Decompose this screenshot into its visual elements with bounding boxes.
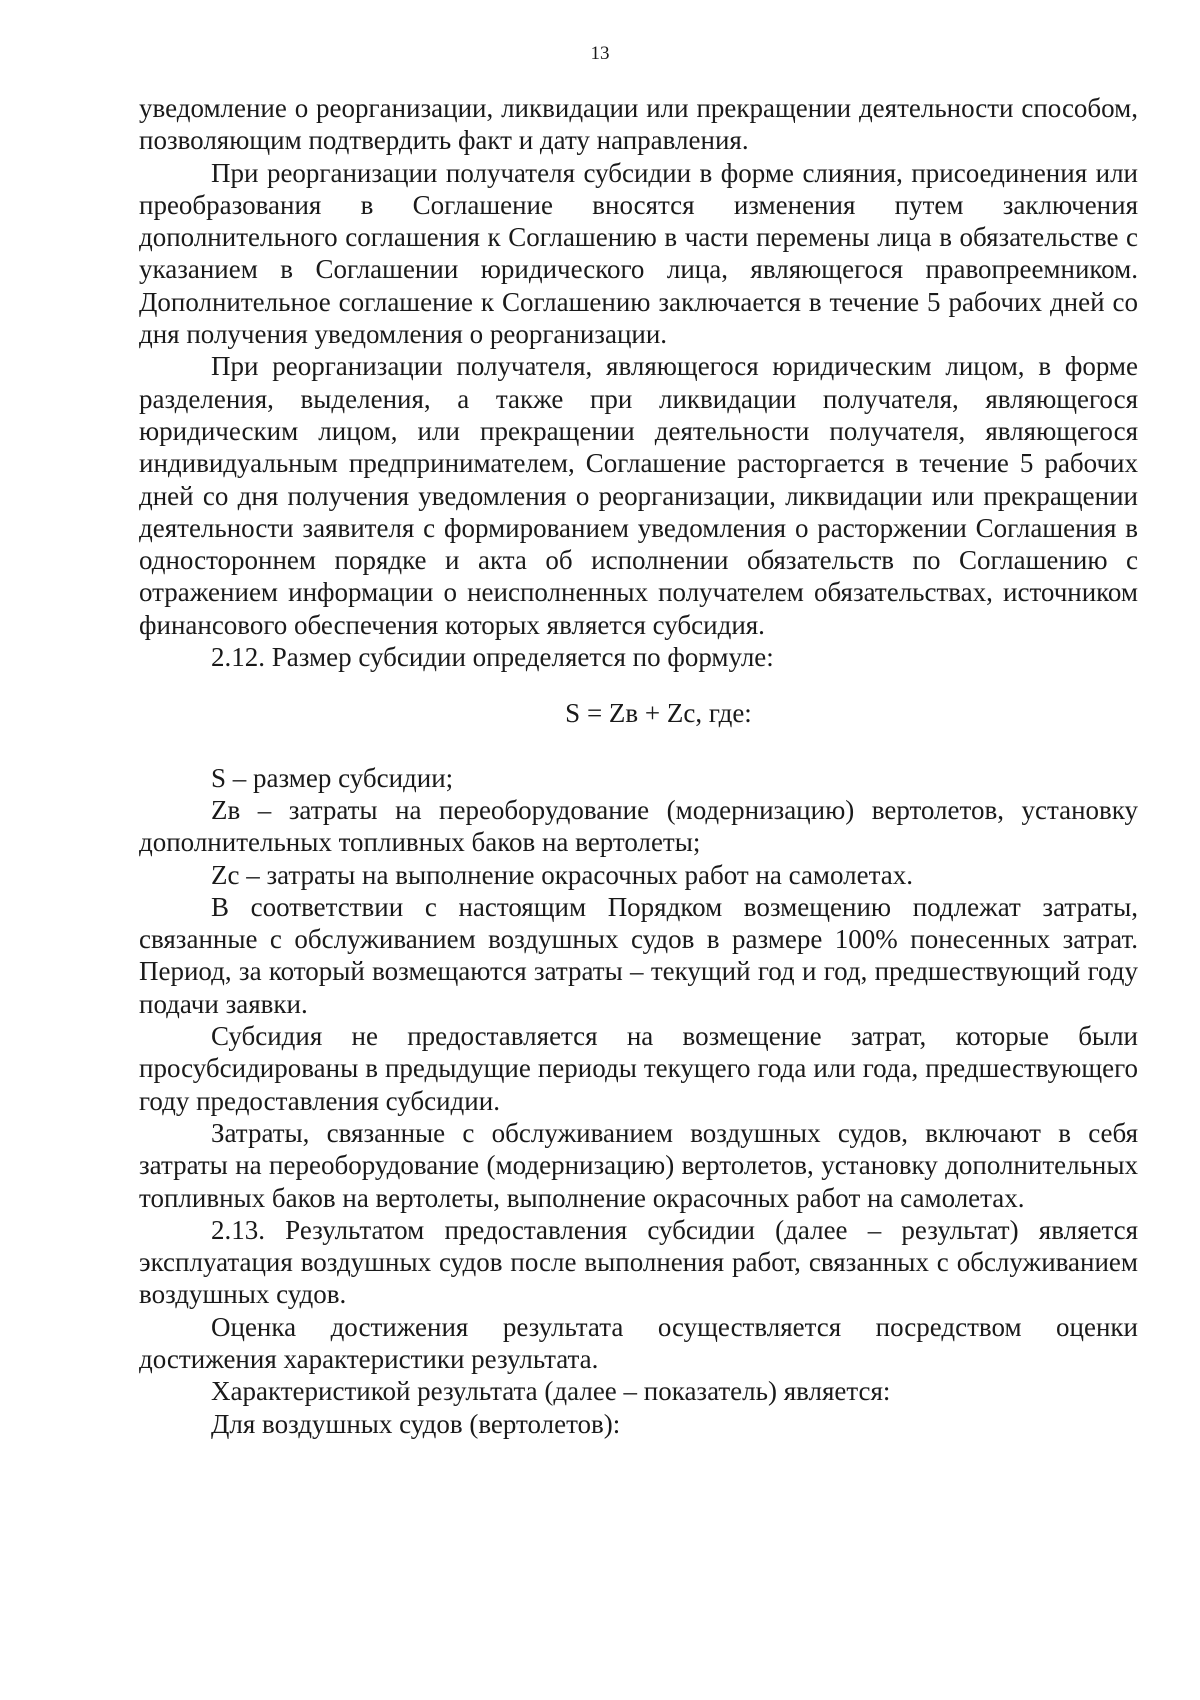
formula-definition-zv: Zв – затраты на переоборудование (модернизацию) вертолетов, установку дополнительных топливных баков на вертолеты;	[139, 794, 1138, 858]
paragraph-reorganization-merger: При реорганизации получателя субсидии в форме слияния, присоединения или преобразования в Соглашение вносятся изменения путем заключения дополнительного соглашения к Соглашению в части перемены лица в обязательстве с указанием в Соглашении юридического лица, являющегося правопреемником. Дополнительное соглашение к Соглашению заключается в течение 5 рабочих дней со дня получения уведомления о реорганизации.	[139, 157, 1138, 350]
paragraph-result-definition: 2.13. Результатом предоставления субсидии (далее – результат) является эксплуатация воздушных судов после выполнения работ, связанных с обслуживанием воздушных судов.	[139, 1214, 1138, 1310]
page-number: 13	[590, 43, 610, 64]
document-body	[139, 92, 1138, 1440]
paragraph-cost-composition: Затраты, связанные с обслуживанием воздушных судов, включают в себя затраты на переоборудование (модернизацию) вертолетов, установку дополнительных топливных баков на вертолеты, выполнение окрасочных работ на самолетах.	[139, 1117, 1138, 1213]
paragraph-helicopters-heading: Для воздушных судов (вертолетов):	[211, 1408, 621, 1439]
paragraph-result-characteristic: Характеристикой результата (далее – показатель) является:	[211, 1376, 891, 1407]
subsidy-formula: S = Zв + Zс, где:	[565, 698, 752, 729]
paragraph-subsidy-size-heading: 2.12. Размер субсидии определяется по формуле:	[211, 642, 774, 673]
paragraph-notification-method: уведомление о реорганизации, ликвидации или прекращении деятельности способом, позволяющим подтвердить факт и дату направления.	[139, 93, 1138, 156]
paragraph-reorganization-division: При реорганизации получателя, являющегося юридическим лицом, в форме разделения, выделения, а также при ликвидации получателя, являющегося юридическим лицом, или прекращении деятельности получателя, являющегося индивидуальным предпринимателем, Соглашение расторгается в течение 5 рабочих дней со дня получения уведомления о реорганизации, ликвидации или прекращении деятельности заявителя с формированием уведомления о расторжении Соглашения в одностороннем порядке и акта об исполнении обязательств по Соглашению с отражением информации о неисполненных получателем обязательствах, источником финансового обеспечения которых является субсидия.	[139, 351, 1138, 640]
paragraph-reimbursable-costs: В соответствии с настоящим Порядком возмещению подлежат затраты, связанные с обслуживанием воздушных судов в размере 100% понесенных затрат. Период, за который возмещаются затраты – текущий год и год, предшествующий году подачи заявки.	[139, 891, 1138, 1019]
paragraph-result-evaluation: Оценка достижения результата осуществляется посредством оценки достижения характеристики результата.	[139, 1311, 1138, 1374]
formula-definition-zs: Zс – затраты на выполнение окрасочных работ на самолетах.	[211, 859, 913, 890]
paragraph-subsidy-exclusion: Субсидия не предоставляется на возмещение затрат, которые были просубсидированы в предыдущие периоды текущего года или года, предшествующего году предоставления субсидии.	[139, 1021, 1138, 1116]
formula-definition-s: S – размер субсидии;	[211, 762, 454, 793]
